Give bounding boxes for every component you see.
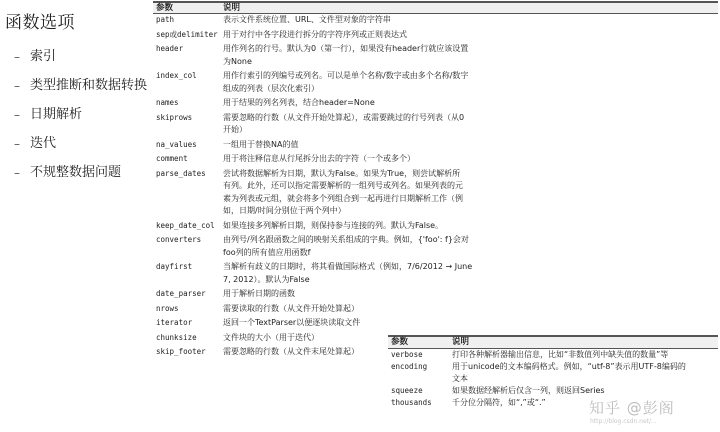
description-line: 素为列表或元组，就会将多个列组合到一起再进行日期解析工作（例 bbox=[223, 193, 463, 203]
param-name: skiprows bbox=[156, 112, 193, 122]
bullet-item bbox=[14, 129, 147, 158]
param-description bbox=[223, 288, 591, 301]
table-row bbox=[153, 68, 718, 95]
param-name: converters bbox=[156, 235, 202, 244]
param-column-header: 参数 bbox=[391, 337, 409, 347]
param-description bbox=[452, 385, 714, 397]
param-name: squeeze bbox=[391, 386, 423, 395]
param-description bbox=[223, 153, 591, 166]
param-description bbox=[223, 112, 591, 137]
bullet-item bbox=[14, 71, 147, 100]
param-name: sep或delimiter bbox=[156, 29, 218, 39]
param-name: encoding bbox=[391, 362, 428, 371]
description-line: 需要读取的行数（从文件开始处算起） bbox=[223, 303, 359, 313]
param-description bbox=[223, 261, 591, 286]
bullet-marker: – bbox=[14, 49, 20, 64]
table-row bbox=[388, 349, 718, 361]
description-line: 由列号/列名跟函数之间的映射关系组成的字典。例如，{'foo': f}会对 bbox=[223, 235, 469, 244]
param-name: index_col bbox=[156, 71, 197, 80]
description-line: 千分位分隔符，如“,”或“.” bbox=[452, 398, 546, 407]
param-name: comment bbox=[156, 154, 188, 163]
param-description bbox=[452, 349, 714, 361]
bullet-item bbox=[14, 158, 147, 187]
param-name: keep_date_col bbox=[156, 220, 215, 230]
table-row bbox=[153, 151, 718, 166]
table-row bbox=[153, 286, 718, 301]
description-line: 用于对行中各字段进行拆分的字符序列或正则表达式 bbox=[223, 29, 407, 39]
description-line: 如，日期/时间分别位于两个列中） bbox=[223, 206, 346, 215]
description-line: 文件块的大小（用于迭代） bbox=[223, 332, 319, 342]
table-row bbox=[153, 27, 718, 42]
bullet-list bbox=[14, 42, 147, 187]
param-description bbox=[223, 97, 591, 110]
watermark-url: http://blog.csdn.net/... bbox=[590, 418, 657, 425]
table-row bbox=[153, 301, 718, 316]
description-line: 为None bbox=[223, 56, 252, 66]
param-name: skip_footer bbox=[156, 347, 206, 356]
description-line: 用于unicode的文本编码格式。例如，“utf-8”表示用UTF-8编码的 bbox=[452, 362, 686, 371]
param-name: iterator bbox=[156, 318, 193, 327]
description-line: 当解析有歧义的日期时，将其看做国际格式（例如，7/6/2012 → June bbox=[223, 262, 473, 271]
description-line: 如果数据经解析后仅含一列，则返回Series bbox=[452, 386, 605, 395]
param-name: path bbox=[156, 15, 175, 24]
slide-title: 函数选项 bbox=[5, 13, 75, 33]
description-line: 有列。此外，还可以指定需要解析的一组列号或列名。如果列表的元 bbox=[223, 181, 463, 190]
bullet-item bbox=[14, 42, 147, 71]
param-column-header: 参数 bbox=[156, 3, 174, 13]
description-line: 7, 2012）。默认为False bbox=[223, 274, 310, 284]
desc-column-header: 说明 bbox=[452, 337, 470, 347]
bullet-marker: – bbox=[14, 78, 20, 93]
param-description bbox=[223, 168, 591, 218]
param-name: dayfirst bbox=[156, 262, 193, 271]
description-line: 一组用于替换NA的值 bbox=[223, 139, 299, 149]
param-description bbox=[223, 14, 591, 27]
table-row bbox=[388, 385, 718, 397]
bullet-text: 索引 bbox=[30, 48, 57, 64]
description-line: 如果连接多列解析日期，则保持参与连接的列。默认为False。 bbox=[223, 220, 444, 230]
description-line: 用作列名的行号。默认为0（第一行），如果没有header行就应该设置 bbox=[223, 44, 469, 53]
description-line: foo列的所有值应用函数f bbox=[223, 247, 311, 257]
param-name: na_values bbox=[156, 139, 197, 149]
description-line: 尝试将数据解析为日期，默认为False。如果为True，则尝试解析所 bbox=[223, 168, 461, 178]
table-header bbox=[388, 335, 718, 349]
description-line: 用作行索引的列编号或列名。可以是单个名称/数字或由多个名称/数字 bbox=[223, 71, 469, 80]
table-row bbox=[153, 259, 718, 286]
table-row bbox=[153, 232, 718, 259]
table-row bbox=[153, 315, 718, 330]
bullet-marker: – bbox=[14, 165, 20, 180]
param-description bbox=[223, 317, 591, 330]
param-description bbox=[223, 70, 591, 95]
description-line: 用于解析日期的函数 bbox=[223, 289, 295, 298]
description-line: 用于结果的列名列表，结合header=None bbox=[223, 98, 375, 107]
param-description bbox=[452, 361, 714, 385]
watermark-logo: 知乎 @彭阁 bbox=[589, 399, 675, 417]
table-row bbox=[153, 95, 718, 110]
param-name: names bbox=[156, 98, 179, 107]
param-description bbox=[223, 139, 591, 152]
param-name: nrows bbox=[156, 303, 179, 313]
param-name: chunksize bbox=[156, 332, 197, 342]
param-name: header bbox=[156, 44, 184, 53]
param-description bbox=[223, 303, 591, 316]
bullet-text: 类型推断和数据转换 bbox=[30, 77, 148, 93]
param-name: thousands bbox=[391, 398, 432, 407]
description-line: 表示文件系统位置、URL、文件型对象的字符串 bbox=[223, 15, 391, 24]
description-line: 需要忽略的行数（从文件开始处算起），或需要跳过的行号列表（从0 bbox=[223, 112, 465, 122]
table-header bbox=[153, 1, 718, 14]
description-line: 打印各种解析器输出信息，比如“非数值列中缺失值的数量”等 bbox=[452, 350, 669, 359]
description-line: 组成的列表（层次化索引） bbox=[223, 83, 319, 93]
bullet-text: 迭代 bbox=[30, 135, 57, 151]
param-name: verbose bbox=[391, 350, 423, 359]
bullet-marker: – bbox=[14, 136, 20, 151]
table-row bbox=[153, 166, 718, 218]
param-description bbox=[223, 220, 591, 233]
description-line: 开始） bbox=[223, 125, 247, 134]
table-row bbox=[153, 218, 718, 233]
param-description bbox=[223, 43, 591, 68]
table-row bbox=[153, 137, 718, 152]
description-line: 需要忽略的行数（从文件末尾处算起） bbox=[223, 347, 359, 356]
bullet-marker: – bbox=[14, 107, 20, 122]
bullet-item bbox=[14, 100, 147, 129]
bullet-text: 不规整数据问题 bbox=[30, 164, 122, 180]
description-line: 文本 bbox=[452, 374, 468, 383]
table-row bbox=[388, 361, 718, 385]
table-row bbox=[153, 41, 718, 68]
desc-column-header: 说明 bbox=[223, 3, 241, 13]
param-name: parse_dates bbox=[156, 168, 206, 178]
bullet-text: 日期解析 bbox=[30, 106, 83, 122]
description-line: 用于将注释信息从行尾拆分出去的字符（一个或多个） bbox=[223, 154, 415, 163]
param-description bbox=[223, 234, 591, 259]
table-row bbox=[153, 110, 718, 137]
param-name: date_parser bbox=[156, 289, 206, 298]
table-body bbox=[153, 14, 718, 359]
description-line: 返回一个TextParser以便逐块读取文件 bbox=[223, 318, 361, 327]
param-description bbox=[223, 29, 591, 42]
table-row bbox=[153, 14, 718, 27]
